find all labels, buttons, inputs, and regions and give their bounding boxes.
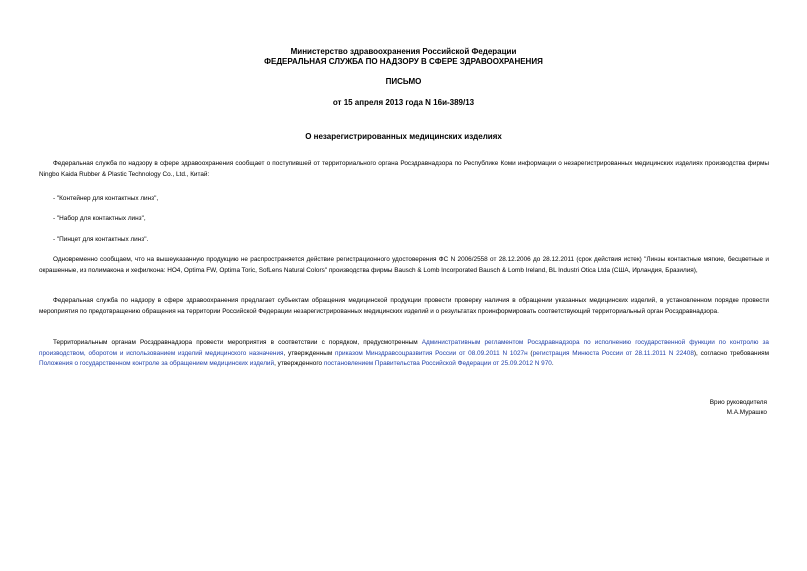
paragraph-4-text: .: [551, 360, 554, 368]
paragraph-4-text: , утвержденного: [274, 360, 324, 368]
paragraph-3: Федеральная служба по надзору в сфере здравоохранения предлагает субъектам обращения медицинской продукции провести проверку наличия в обращении указанных медицинских изделий, в установленном порядке провести мероприятия по предотвращению обращения на территории Российской Федерации незарегистрированных медицинских изделий и о результатах проинформировать соответствующий территориальный орган Росздравнадзора.: [39, 297, 769, 315]
link-minjust-registration[interactable]: регистрация Минюста России от 28.11.2011 N 22408: [532, 349, 694, 357]
document-type: ПИСЬМО: [385, 77, 422, 86]
paragraph-4-text: ), согласно требованиям: [693, 349, 770, 357]
paragraph-1: Федеральная служба по надзору в сфере здравоохранения сообщает о поступившей от территориального органа Росздравнадзора по Республике Коми информации о незарегистрированных медицинских изделиях производства фирмы Ningbo Kaida Rubber & Plastic Technology Co., Ltd., Китай:: [39, 160, 769, 178]
link-order-1027n[interactable]: приказом Минздравсоцразвития России от 08.09.2011 N 1027н: [335, 349, 528, 357]
ministry-title: Министерство здравоохранения Российской Федерации: [290, 47, 517, 56]
document-subject: О незарегистрированных медицинских изделиях: [305, 132, 502, 141]
link-government-decree-970[interactable]: постановлением Правительства Российской Федерации от 25.09.2012 N 970: [323, 360, 552, 368]
signature-title: Врио руководителя: [709, 399, 767, 406]
signature-name: М.А.Мурашко: [726, 409, 767, 416]
list-item: - "Контейнер для контактных линз",: [53, 195, 159, 202]
list-item: - "Набор для контактных линз",: [53, 215, 146, 222]
paragraph-4: [39, 338, 769, 370]
service-title: ФЕДЕРАЛЬНАЯ СЛУЖБА ПО НАДЗОРУ В СФЕРЕ ЗДРАВООХРАНЕНИЯ: [264, 57, 543, 66]
document-date-number: от 15 апреля 2013 года N 16и-389/13: [332, 98, 475, 107]
paragraph-4-text: , утвержденным: [283, 349, 336, 357]
paragraph-4-text: (: [527, 349, 533, 357]
paragraph-2: Одновременно сообщаем, что на вышеуказанную продукцию не распространяется действие регистрационного удостоверения ФС N 2006/2558 от 28.12.2006 до 28.12.2011 (срок действия истек) "Линзы контактные мягкие, бесцветные и окрашенные, из полимакона и хефилкона: НО4, Optima FW, Optima Toric, SofLens Natural Colors" производства фирмы Bausch & Lomb Incorporated Bausch & Lomb Ireland, BL Industri Otica Ltda (США, Ирландия, Бразилия),: [39, 256, 769, 274]
list-item: - "Пинцет для контактных линз".: [53, 236, 149, 243]
link-admin-regulation[interactable]: Административным регламентом Росздравнадзора по исполнению государственной функции по контролю за производством, оборотом и использованием изделий медицинского назначения: [39, 339, 769, 357]
paragraph-4-text: Территориальным органам Росздравнадзора провести мероприятия в соответствии с порядком, предусмотренным: [53, 339, 422, 346]
link-state-control-regulation[interactable]: Положения о государственном контроле за обращением медицинских изделий: [39, 360, 275, 368]
